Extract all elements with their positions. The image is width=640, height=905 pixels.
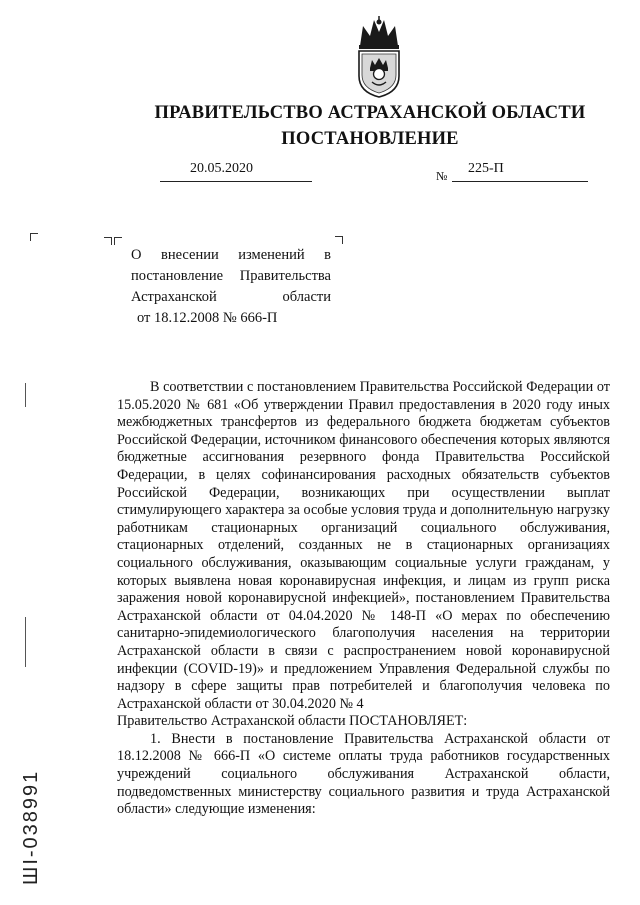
corner-mark-subject-left: [104, 237, 112, 245]
subject-line-1: [131, 245, 331, 266]
subject-line-2: [131, 266, 331, 287]
doc-number: 225-П: [468, 161, 504, 176]
subject-block: [131, 245, 331, 329]
corner-mark-subject-right: [335, 236, 343, 244]
subject-word: области: [282, 289, 331, 305]
corner-mark-left: [30, 233, 38, 241]
subject-word: в: [324, 247, 331, 263]
subject-word: О: [131, 247, 142, 263]
subject-word: Астраханской: [131, 289, 217, 305]
resolution-body: [117, 379, 610, 819]
number-underline: [452, 181, 588, 182]
subject-word: изменений: [238, 247, 305, 263]
doc-date: 20.05.2020: [190, 161, 253, 176]
resolves-paragraph: Правительство Астраханской области ПОСТАНОВЛЯЕТ:: [117, 713, 468, 730]
corner-mark-subject-inner: [114, 237, 122, 245]
margin-tick: [25, 383, 26, 407]
margin-tick: [25, 617, 26, 667]
date-underline: [160, 181, 312, 182]
preamble-paragraph: В соответствии с постановлением Правительства Российской Федерации от 15.05.2020 № 681 «Об утверждении Правил предоставления в 2020 году иных межбюджетных трансфертов из федерального бюджета бюджетам субъектов Российской Федерации, источником финансового обеспечения которых являются бюджетные ассигнования резервного фонда Правительства Российской Федерации, в целях софинансирования расходных обязательств субъектов Российской Федерации, возникающих при осуществлении выплат стимулирующего характера за особые условия труда и дополнительную нагрузку работникам стационарных организаций социального обслуживания, стационарных отделений, созданных не в стационарных организациях социального обслуживания, оказывающим социальные услуги гражданам, у которых выявлена новая коронавирусная инфекция, и лицам из групп риска заражения новой коронавирусной инфекцией», постановлением Правительства Астраханской области от 04.04.2020 № 148-П «О мерах по обеспечению санитарно-эпидемиологического благополучия населения на территории Астраханской области в связи с распространением новой коронавирусной инфекции (COVID-19)» и предложением Управления Федеральной службы по надзору в сфере защиты прав потребителей и благополучия человека по Астраханской области от 30.04.2020 № 4: [117, 379, 610, 712]
item-1-paragraph: 1. Внести в постановление Правительства Астраханской области от 18.12.2008 № 666-П «О системе оплаты труда работников государственных учреждений социального обслуживания Астраханской области, подведомственных министерству социального развития и труда Астраханской области» следующие изменения:: [117, 730, 610, 818]
subject-word: постановление: [131, 268, 224, 284]
org-title: ПРАВИТЕЛЬСТВО АСТРАХАНСКОЙ ОБЛАСТИ: [154, 103, 586, 123]
subject-word: внесении: [161, 247, 219, 263]
doc-type-title: ПОСТАНОВЛЕНИЕ: [281, 129, 459, 149]
serial-number: ШI-038991: [20, 769, 42, 885]
subject-line-4: от 18.12.2008 № 666-П: [137, 310, 278, 326]
subject-line-3: [131, 287, 331, 308]
coat-of-arms-icon: [350, 16, 408, 98]
subject-word: Правительства: [239, 268, 331, 284]
number-sign: №: [436, 169, 448, 183]
